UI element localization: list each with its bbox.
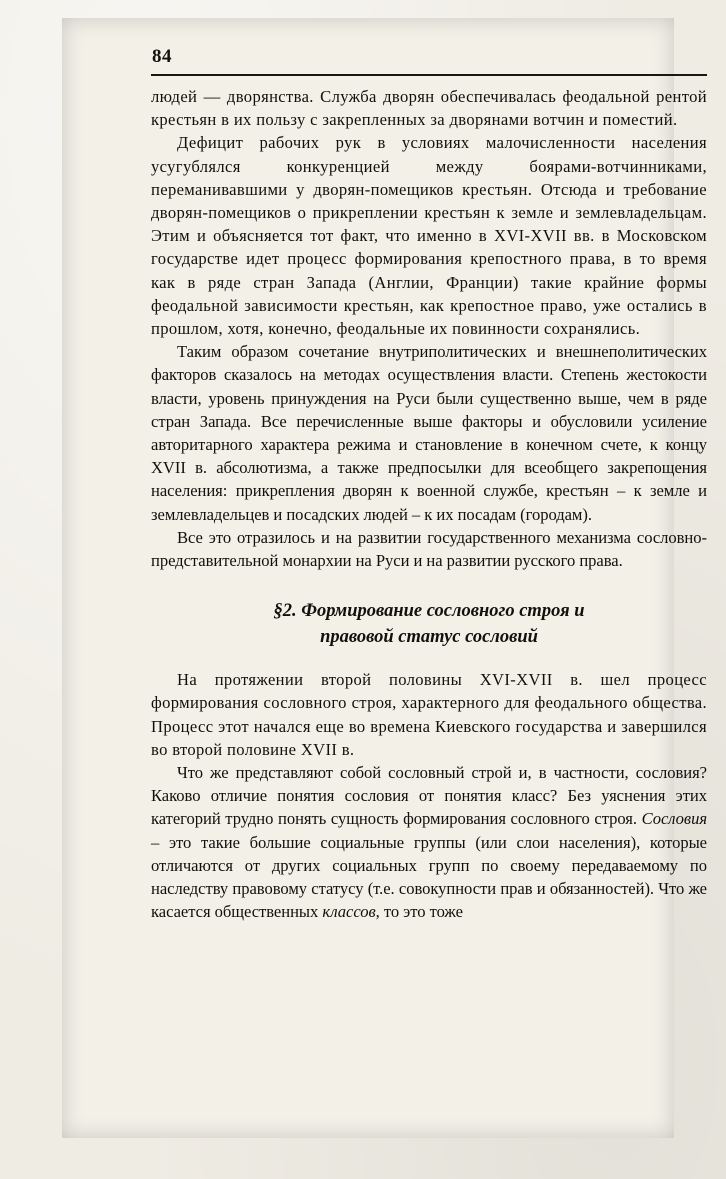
paragraph-6 xyxy=(151,761,707,923)
paragraph-1: людей — дворянства. Служба дворян обеспечивалась феодальной рентой крестьян в их пользу с закрепленных за дворянами вотчин и поместий. xyxy=(151,87,707,130)
book-page-sheet xyxy=(62,18,707,1138)
paragraph-block-3 xyxy=(151,340,707,526)
paragraph-6-tail: , то это тоже xyxy=(375,902,463,922)
paragraph-6-lead: Что же представляют собой сословный строй и, в частности, сословия? Каково отличие понятия сословия от понятия класс? Без уяснения этих категорий трудно понять сущность формирования сословного строя. xyxy=(151,763,707,829)
section-heading-line-1: §2. Формирование сословного строя и xyxy=(273,601,585,622)
section-heading-line-2: правовой статус сословий xyxy=(320,627,538,648)
text-column xyxy=(151,85,707,924)
paragraph-block-6 xyxy=(151,761,707,923)
page-content xyxy=(148,46,710,924)
paragraph-5: На протяжении второй половины XVI-XVII в. шел процесс формирования сословного строя, характерного для феодального общества. Процесс этот начался еще во времена Киевского государства и завершился во второй половине XVII в. xyxy=(151,670,707,759)
paragraph-block-4 xyxy=(151,526,707,572)
paragraph-2: Дефицит рабочих рук в условиях малочисленности населения усугублялся конкуренцией между боярами-вотчинниками, переманивавшими у дворян-помещиков крестьян. Отсюда и требование дворян-помещиков о прикреплении крестьян к земле и землевладельцам. Этим и объясняется тот факт, что именно в XVI-XVII вв. в Московском государстве идет процесс формирования крепостного права, в то время как в ряде стран Запада (Англии, Франции) такие крайние формы феодальной зависимости крестьян, как крепостное право, уже остались в прошлом, хотя, конечно, феодальные их повинности сохранялись. xyxy=(151,133,707,339)
paragraph-4: Все это отразилось и на развитии государственного механизма сословно-представительной монархии на Руси и на развитии русского права. xyxy=(151,527,707,571)
term-sosloviya: Сословия xyxy=(641,809,707,829)
paragraph-3: Таким образом сочетание внутриполитических и внешнеполитических факторов сказалось на методах осуществления власти. Степень жестокости власти, уровень принуждения на Руси были существенно выше, чем в ряде стран Запада. Все перечисленные выше факторы и обусловили усиление авторитарного характера режима и становление в конечном счете, к концу XVII в. абсолютизма, а также предпосылки для всеобщего закрепощения населения: прикрепления дворян к военной службе, крестьян – к земле и землевладельцев и посадских людей – к их посадам (городам). xyxy=(151,342,707,524)
paragraph-block-2 xyxy=(151,131,707,340)
term-klassov: классов xyxy=(322,902,376,922)
page-number: 84 xyxy=(152,46,172,67)
paragraph-block-5 xyxy=(151,668,707,761)
paragraph-6-middle: – это такие большие социальные группы (или слои населения), которые отличаются от других социальных групп по своему передаваемому по наследству правовому статусу (т.е. совокупности прав и обязанностей). Что же касается общественных xyxy=(151,832,707,922)
section-heading xyxy=(151,598,707,650)
paragraph-block-1 xyxy=(151,85,707,131)
header-rule xyxy=(151,74,707,76)
